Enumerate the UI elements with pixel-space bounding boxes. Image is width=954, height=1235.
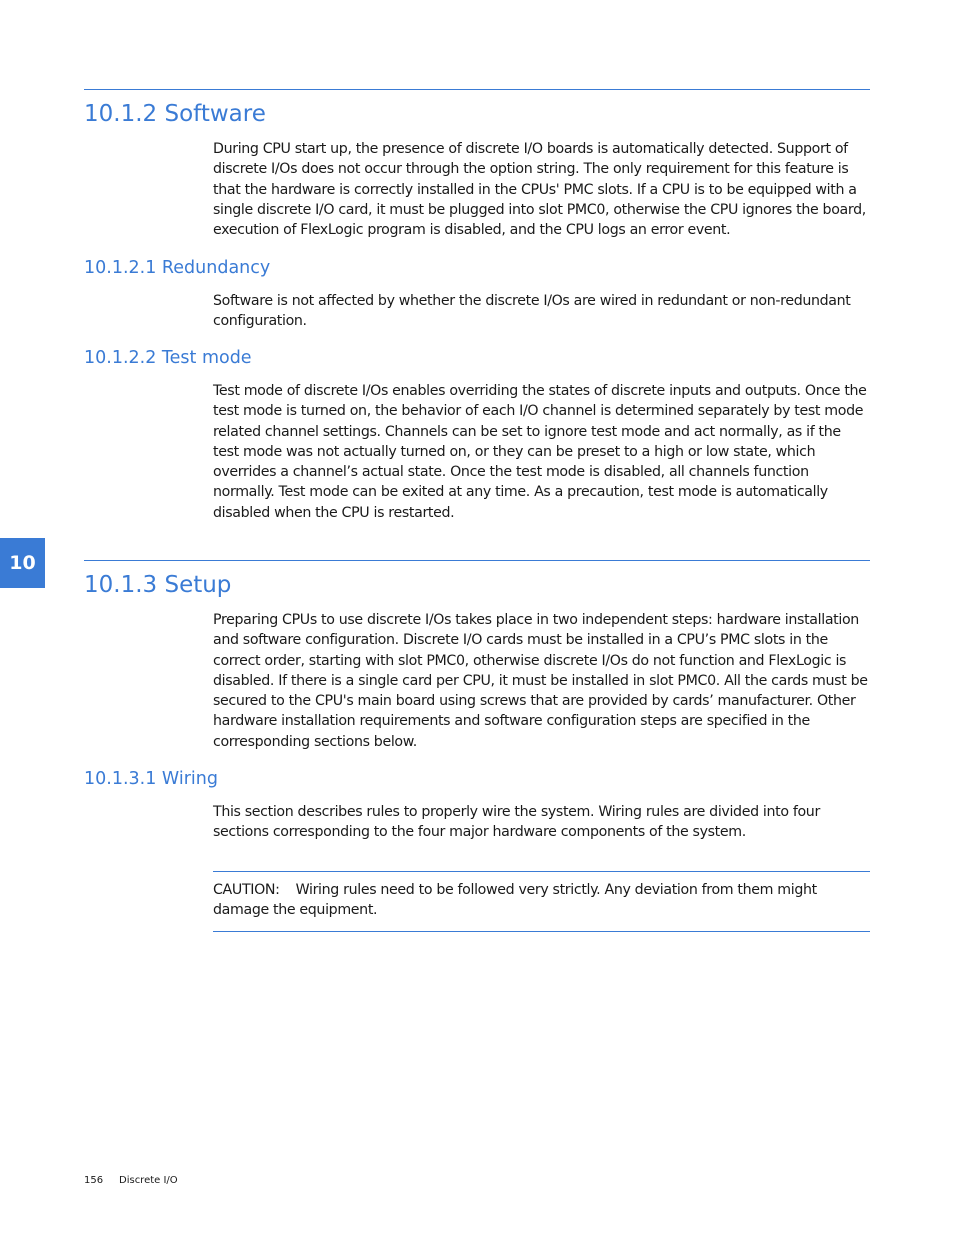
caution-top-rule (213, 871, 870, 872)
caution-label: CAUTION: (213, 882, 280, 898)
caution-bottom-rule (213, 931, 870, 932)
section-divider-setup (84, 560, 870, 561)
heading-software: 10.1.2 Software (84, 101, 266, 127)
heading-wiring: 10.1.3.1 Wiring (84, 769, 218, 789)
paragraph-redundancy: Software is not affected by whether the discrete I/Os are wired in redundant or non-redundant configuration. (213, 293, 851, 330)
caution-note (213, 880, 869, 920)
heading-redundancy: 10.1.2.1 Redundancy (84, 258, 271, 278)
paragraph-test-mode: Test mode of discrete I/Os enables overriding the states of discrete inputs and outputs. Once the test mode is turned on, the behavior of each I/O channel is determined separately by test mode related channel settings. Channels can be set to ignore test mode and act normally, as if the test mode was not actually turned on, or they can be preset to a high or low state, which overrides a channel’s actual state. Once the test mode is disabled, all channels function normally. Test mode can be exited at any time. As a precaution, test mode is automatically disabled when the CPU is restarted. (213, 383, 867, 521)
heading-test-mode: 10.1.2.2 Test mode (84, 348, 252, 368)
footer-page-number: 156 (84, 1175, 104, 1186)
footer-chapter-title: Discrete I/O (119, 1175, 178, 1186)
section-divider-software (84, 89, 870, 90)
chapter-tab: 10 (0, 538, 45, 588)
paragraph-software: During CPU start up, the presence of discrete I/O boards is automatically detected. Support of discrete I/Os does not occur through the option string. The only requirement for this feature is that the hardware is correctly installed in the CPUs' PMC slots. If a CPU is to be equipped with a single discrete I/O card, it must be plugged into slot PMC0, otherwise the CPU ignores the board, execution of FlexLogic program is disabled, and the CPU logs an error event. (213, 141, 866, 239)
paragraph-setup: Preparing CPUs to use discrete I/Os takes place in two independent steps: hardware installation and software configuration. Discrete I/O cards must be installed in a CPU’s PMC slots in the correct order, starting with slot PMC0, otherwise discrete I/Os do not function and FlexLogic is disabled. If there is a single card per CPU, it must be installed in slot PMC0. All the cards must be secured to the CPU's main board using screws that are provided by cards’ manufacturer. Other hardware installation requirements and software configuration steps are specified in the corresponding sections below. (213, 612, 868, 750)
heading-setup: 10.1.3 Setup (84, 572, 232, 598)
paragraph-wiring: This section describes rules to properly wire the system. Wiring rules are divided into four sections corresponding to the four major hardware components of the system. (213, 804, 820, 841)
caution-text: Wiring rules need to be followed very strictly. Any deviation from them might damage the equipment. (213, 882, 817, 918)
